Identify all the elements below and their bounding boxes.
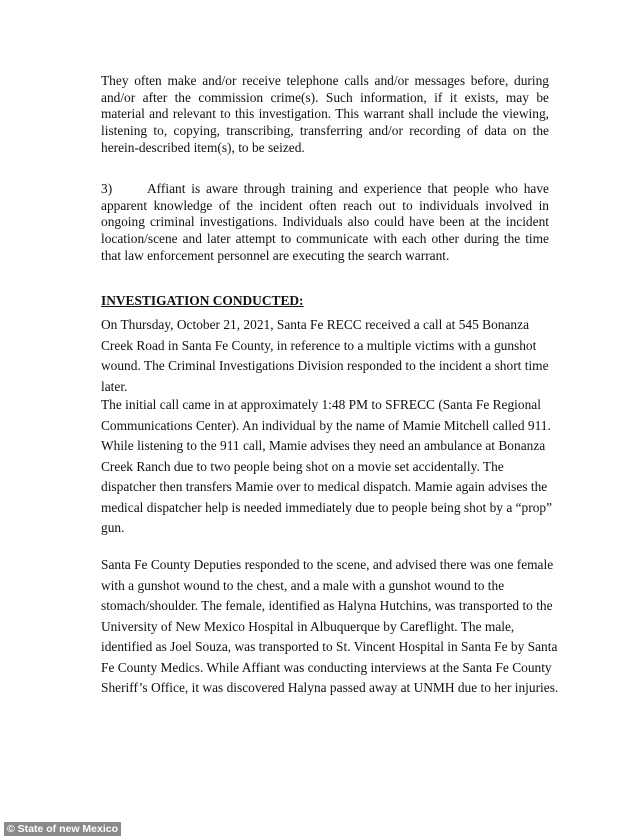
paragraph-incident-call: On Thursday, October 21, 2021, Santa Fe RECC received a call at 545 Bonanza Creek Road in Santa Fe County, in reference to a multiple victims with a gunshot wound. The Criminal Investigations Division responded to the incident a short time later. <box>101 317 549 394</box>
item-number: 3) <box>101 181 113 196</box>
section-heading: INVESTIGATION CONDUCTED: <box>101 293 304 308</box>
paragraph-item-3 <box>101 181 549 265</box>
paragraph-continuation: They often make and/or receive telephone calls and/or messages before, during and/or after the commission crime(s). Such information, if it exists, may be material and relevant to this investigation. This warrant shall include the viewing, listening to, copying, transcribing, transferring and/or recording of data on the herein-described item(s), to be seized. <box>101 73 549 155</box>
paragraph-deputies-response: Santa Fe County Deputies responded to the scene, and advised there was one female with a gunshot wound to the chest, and a male with a gunshot wound to the stomach/shoulder. The female, identified as Halyna Hutchins, was transported to the University of New Mexico Hospital in Albuquerque by Careflight. The male, identified as Joel Souza, was transported to St. Vincent Hospital in Santa Fe by Santa Fe County Medics. While Affiant was conducting interviews at the Santa Fe County Sheriff’s Office, it was discovered Halyna passed away at UNMH due to her injuries. <box>101 557 559 695</box>
paragraph-initial-call: The initial call came in at approximately 1:48 PM to SFRECC (Santa Fe Regional Communications Center). An individual by the name of Mamie Mitchell called 911. While listening to the 911 call, Mamie advises they need an ambulance at Bonanza Creek Ranch due to two people being shot on a movie set accidentally. The dispatcher then transfers Mamie over to medical dispatch. Mamie again advises the medical dispatcher help is needed immediately due to people being shot by a “prop” gun. <box>101 397 553 535</box>
image-credit: © State of new Mexico <box>4 822 121 836</box>
item-3-text: Affiant is aware through training and experience that people who have apparent knowledge of the incident often reach out to individuals involved in ongoing criminal investigations. Individuals also could have been at the incident location/scene and later attempt to communicate with each other during the time that law enforcement personnel are executing the search warrant. <box>101 181 549 263</box>
